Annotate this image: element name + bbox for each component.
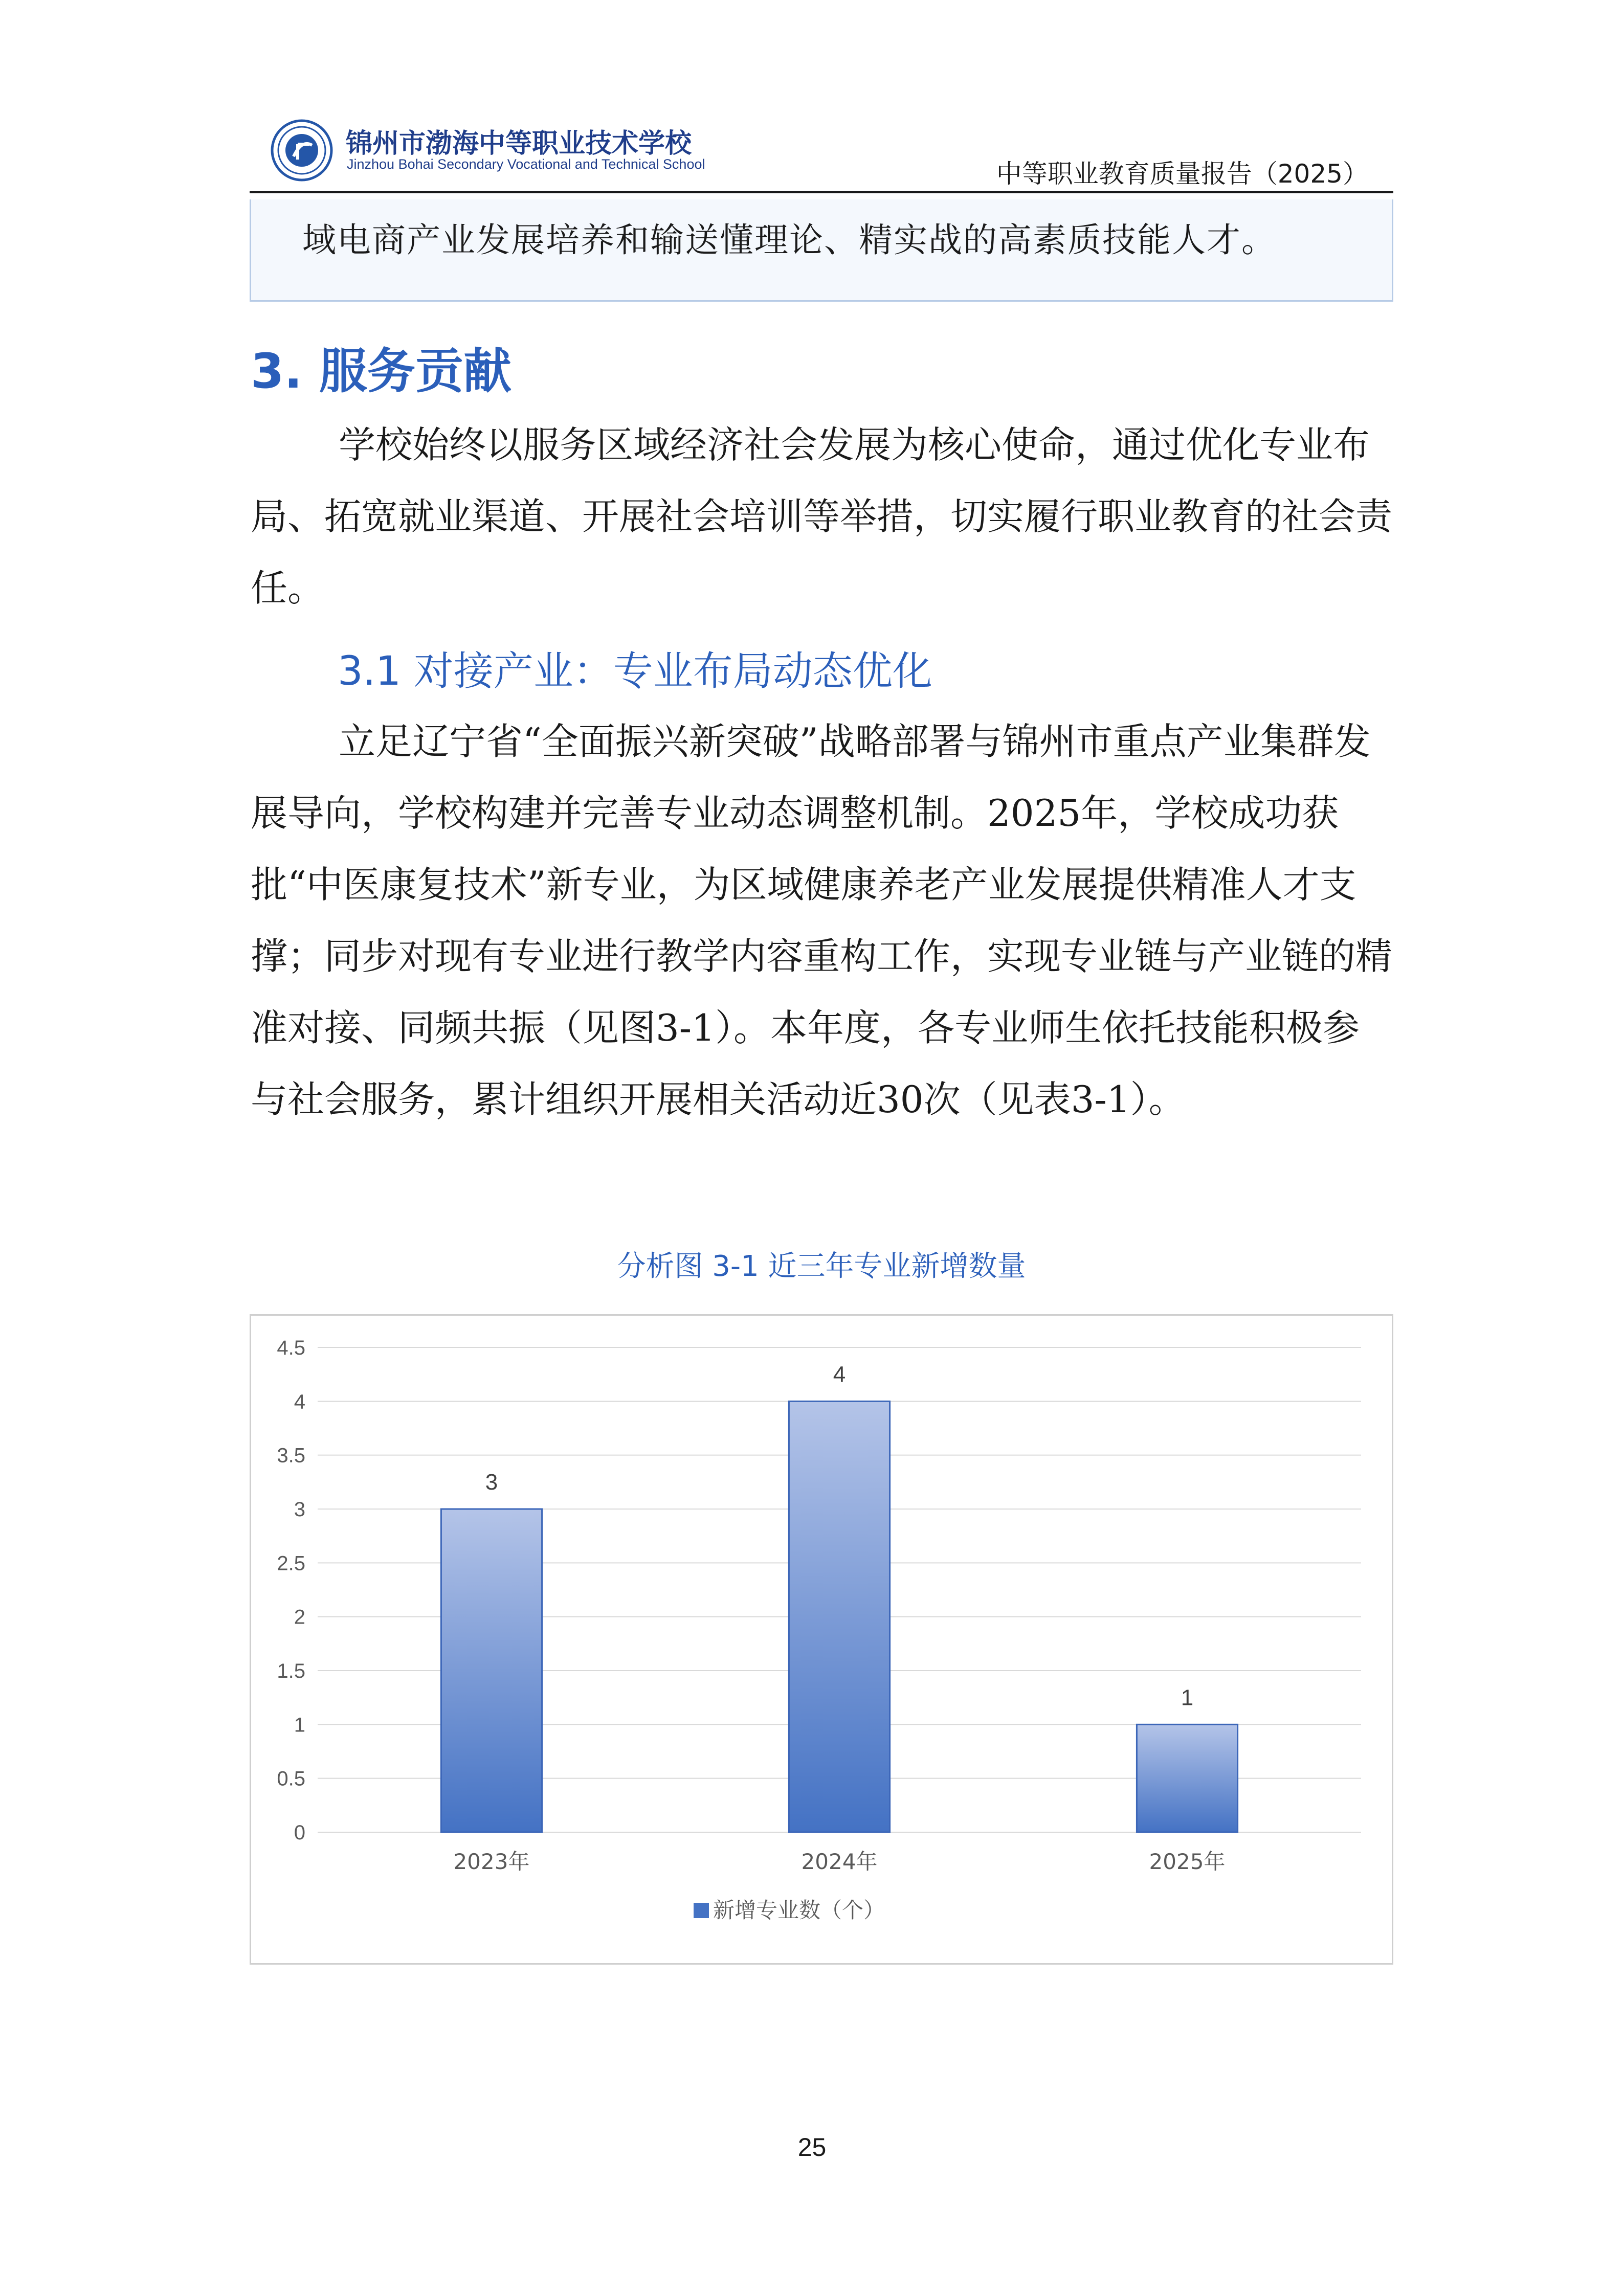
- bar-2024年: [789, 1401, 889, 1832]
- continued-text-box: [250, 199, 1393, 302]
- chart-canvas: [251, 1316, 1392, 1963]
- school-logo: [270, 119, 333, 182]
- y-tick-label: 2.5: [277, 1552, 305, 1575]
- subsection-body-paragraph: 立足辽宁省“全面振兴新突破”战略部署与锦州市重点产业集群发展导向，学校构建并完善专业动态调整机制。2025年，学校成功获批“中医康复技术”新专业，为区域健康养老产业发展提供精准人才支撑；同步对现有专业进行教学内容重构工作，实现专业链与产业链的精准对接、同频共振（见图3-1）。本年度，各专业师生依托技能积极参与社会服务，累计组织开展相关活动近30次（见表3-1）。: [251, 720, 1393, 1121]
- header-divider: [250, 191, 1393, 193]
- school-name-cn: 锦州市渤海中等职业技术学校: [346, 128, 692, 159]
- legend-label: 新增专业数（个）: [713, 1898, 885, 1923]
- bar-2025年: [1137, 1724, 1237, 1832]
- section-heading: 3. 服务贡献: [251, 344, 511, 399]
- y-tick-label: 3: [294, 1498, 305, 1521]
- y-tick-label: 4: [294, 1390, 305, 1413]
- x-tick-label: 2023年: [453, 1849, 530, 1874]
- subsection-heading: 3.1 对接产业：专业布局动态优化: [338, 648, 932, 694]
- data-label: 4: [833, 1362, 846, 1387]
- data-label: 3: [485, 1470, 498, 1495]
- data-label: 1: [1181, 1685, 1194, 1710]
- legend-swatch: [694, 1903, 709, 1918]
- report-title: 中等职业教育质量报告（2025）: [996, 159, 1368, 189]
- continued-text: 域电商产业发展培养和输送懂理论、精实战的高素质技能人才。: [302, 220, 1276, 260]
- page-number: 25: [797, 2133, 827, 2162]
- y-tick-label: 0: [294, 1821, 305, 1844]
- school-name-en: Jinzhou Bohai Secondary Vocational and Technical School: [347, 156, 705, 172]
- bar-2023年: [441, 1509, 542, 1832]
- y-tick-label: 2: [294, 1606, 305, 1629]
- x-tick-label: 2025年: [1149, 1849, 1226, 1874]
- y-tick-label: 3.5: [277, 1444, 305, 1467]
- bar-chart: [250, 1314, 1393, 1965]
- y-tick-label: 0.5: [277, 1767, 305, 1790]
- y-tick-label: 1.5: [277, 1660, 305, 1682]
- section-intro-paragraph: 学校始终以服务区域经济社会发展为核心使命，通过优化专业布局、拓宽就业渠道、开展社会培训等举措，切实履行职业教育的社会责任。: [251, 423, 1393, 610]
- x-tick-label: 2024年: [801, 1849, 878, 1874]
- y-tick-label: 4.5: [277, 1337, 305, 1359]
- y-tick-label: 1: [294, 1714, 305, 1737]
- chart-caption: 分析图 3-1 近三年专业新增数量: [617, 1250, 1026, 1283]
